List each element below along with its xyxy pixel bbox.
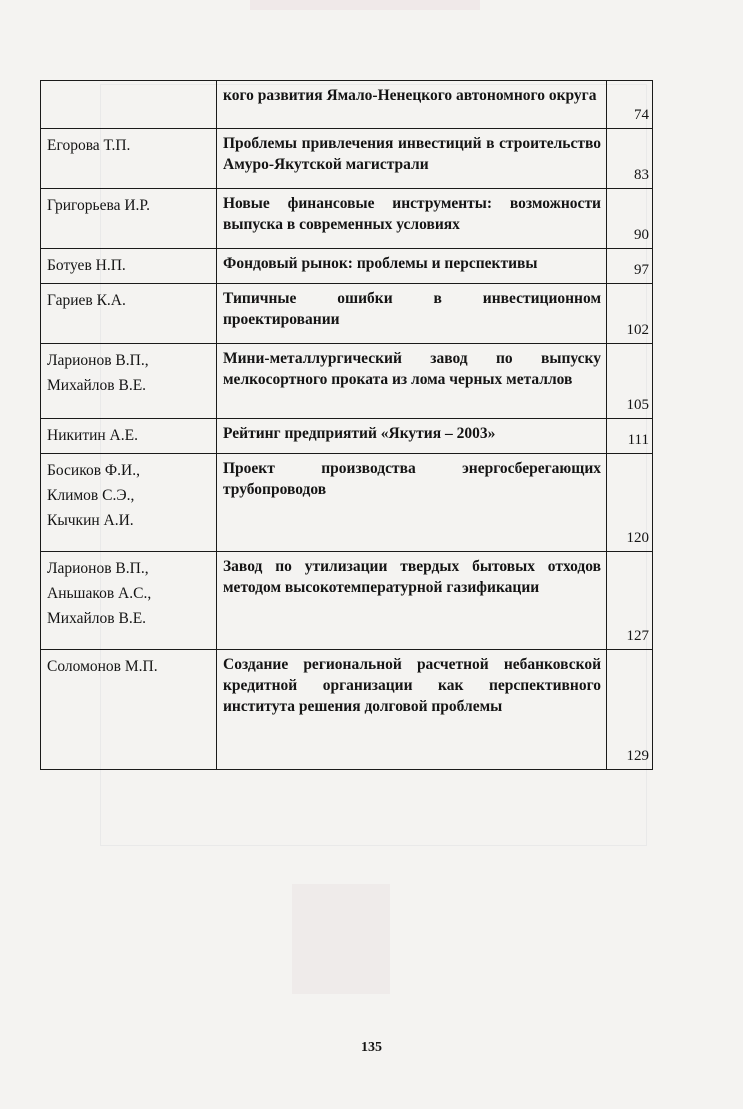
toc-row xyxy=(41,129,653,189)
toc-page: 83 xyxy=(607,129,653,189)
toc-title: Проблемы привлечения инвестиций в строительство Амуро-Якутской магистрали xyxy=(217,129,607,189)
author-name: Михайлов В.Е. xyxy=(47,377,147,394)
author-name: Никитин А.Е. xyxy=(47,427,138,444)
contents-table xyxy=(40,80,653,770)
author-name: Михайлов В.Е. xyxy=(47,610,147,627)
author-name: Гариев К.А. xyxy=(47,292,126,309)
toc-page: 97 xyxy=(607,249,653,284)
toc-row xyxy=(41,284,653,344)
toc-title: Рейтинг предприятий «Якутия – 2003» xyxy=(217,419,607,454)
toc-row xyxy=(41,189,653,249)
toc-row xyxy=(41,552,653,650)
author-name: Егорова Т.П. xyxy=(47,137,131,154)
toc-authors xyxy=(41,419,217,454)
toc-row xyxy=(41,344,653,419)
toc-authors xyxy=(41,81,217,129)
toc-authors xyxy=(41,189,217,249)
toc-authors xyxy=(41,284,217,344)
toc-title: Мини-металлургический завод по выпуску мелкосортного проката из лома черных металлов xyxy=(217,344,607,419)
toc-row xyxy=(41,650,653,770)
author-name: Аньшаков А.С., xyxy=(47,585,152,602)
author-name: Григорьева И.Р. xyxy=(47,197,150,214)
toc-page: 129 xyxy=(607,650,653,770)
toc-authors xyxy=(41,249,217,284)
author-name: Соломонов М.П. xyxy=(47,658,158,675)
toc-title: Создание региональной расчетной небанковской кредитной организации как перспективного института решения долговой проблемы xyxy=(217,650,607,770)
page-number: 135 xyxy=(361,1040,382,1055)
toc-page: 127 xyxy=(607,552,653,650)
author-name: Босиков Ф.И., xyxy=(47,462,140,479)
toc-authors xyxy=(41,650,217,770)
toc-page: 74 xyxy=(607,81,653,129)
toc-page: 111 xyxy=(607,419,653,454)
author-name: Ларионов В.П., xyxy=(47,352,149,369)
toc-row xyxy=(41,249,653,284)
contents-table-body xyxy=(41,81,653,770)
toc-page: 102 xyxy=(607,284,653,344)
top-smudge xyxy=(250,0,480,10)
toc-page: 105 xyxy=(607,344,653,419)
toc-authors xyxy=(41,129,217,189)
toc-title: Завод по утилизации твердых бытовых отходов методом высокотемпературной газификации xyxy=(217,552,607,650)
toc-title: кого развития Ямало-Ненецкого автономного округа xyxy=(217,81,607,129)
toc-authors xyxy=(41,454,217,552)
toc-title: Типичные ошибки в инвестиционном проектировании xyxy=(217,284,607,344)
toc-row xyxy=(41,454,653,552)
toc-title: Фондовый рынок: проблемы и перспективы xyxy=(217,249,607,284)
toc-row xyxy=(41,419,653,454)
toc-authors xyxy=(41,552,217,650)
toc-title: Проект производства энергосберегающих трубопроводов xyxy=(217,454,607,552)
author-name: Климов С.Э., xyxy=(47,487,135,504)
paper-blot xyxy=(292,884,390,994)
toc-row xyxy=(41,81,653,129)
author-name: Ботуев Н.П. xyxy=(47,257,126,274)
toc-page: 120 xyxy=(607,454,653,552)
toc-title: Новые финансовые инструменты: возможности выпуска в современных условиях xyxy=(217,189,607,249)
author-name: Кычкин А.И. xyxy=(47,512,134,529)
author-name: Ларионов В.П., xyxy=(47,560,149,577)
toc-authors xyxy=(41,344,217,419)
toc-page: 90 xyxy=(607,189,653,249)
